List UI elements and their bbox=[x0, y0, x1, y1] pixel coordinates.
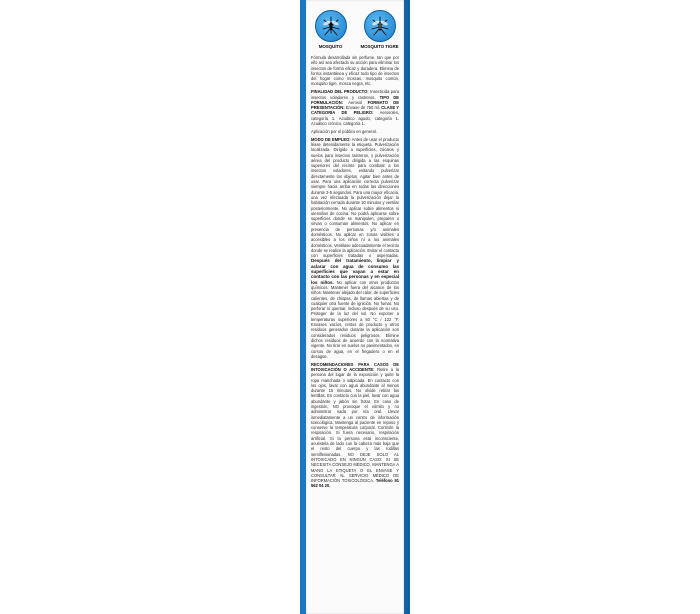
mosquito-icon bbox=[315, 10, 347, 42]
formato-text: Envase de 750 ml. bbox=[345, 105, 381, 111]
can-shadow-right bbox=[404, 0, 410, 614]
telefono-text: Teléfono 91 562 04 20. bbox=[311, 478, 400, 489]
despues-emphasis: Después del tratamiento, limpiar y aclarar con agua de consumo las superficies que vayan a estar en contacto con las personas y en especial los niños. bbox=[311, 258, 399, 285]
modo-text: Antes de usar el producto léase detenidamente la etiqueta. Pulverización localizada. Dirigido a superficies, zócalos y suelos para insectos rastreros, y pulverización aérea del producto dirigida a las esquinas superiores del recinto para combatir a los insectos voladores, evitando pulverizar directamente los objetos. Agitar bien antes de usar. Para una aplicación correcta pulverizar siempre hacia arriba en todas las direcciones durante 3-5 segundos. Para una mayor eficacia, una vez efectuada la pulverización dejar la habitación cerrada durante 10 minutos y ventilar posteriormente. No aplicar sobre alimentos ni utensilios de cocina. No podrá aplicarse sobre superficies donde se manipulen, preparen o sirvan o consuman alimentos. No aplicar en presencia de personas y/o animales domésticos. No aplicar en zonas visibles o accesibles a los niños ni a los animales domésticos. Ventilase adecuadamente el recinto donde se realice la aplicación. Evitar el contacto con superficies tratadas o aspersadas. bbox=[311, 136, 399, 259]
recomendaciones-text: Retire a la persona del lugar de la exposición y quite la ropa manchada o salpicada. En contacto con los ojos, lavar con agua abundante al menos durante 15 minutos. No olvide retirar las lentillas. En contacto con la piel, lavar con agua abundante y jabón sin frotar. En caso de ingestión, NO provoque el vómito y no administrar nada por vía oral. Llevar inmediatamente a un centro de información toxicológica. Mantenga al paciente en reposo y conserve la temperatura corporal. Controle la respiración. Si fuera necesario, respiración artificial. Si la persona está inconsciente, acuéstela de lado con la cabeza más baja que el resto del cuerpo y las rodillas semiflexionadas. NO DEJE SOLO AL INTOXICADO EN NINGÚN CASO. SI SE NECESITA CONSEJO MÉDICO, MANTENGA A MANO LA ETIQUETA O EL ENVASE Y CONSULTAR AL SERVICIO MÉDICO DE INFORMACIÓN TOXICOLÓGICA. bbox=[311, 366, 399, 484]
pest-icon-tiger-mosquito bbox=[357, 10, 403, 49]
finalidad-heading: FINALIDAD DEL PRODUCTO: bbox=[311, 89, 369, 95]
tiger-mosquito-icon bbox=[364, 10, 396, 42]
mosquito-caption: MOSQUITO bbox=[318, 44, 343, 49]
label-text bbox=[306, 49, 404, 489]
recomendaciones-heading: RECOMENDACIONES PARA CASOS DE INTOXICACIÓN O ACCIDENTE: bbox=[311, 361, 399, 372]
uso-paragraph: Aplicación por el público en general. bbox=[311, 128, 377, 134]
formato-heading: FORMATO DE PRESENTACIÓN: bbox=[311, 99, 399, 111]
modo-heading: MODO DE EMPLEO: bbox=[311, 136, 351, 142]
despues-text: No aplicar con otros productos químicos. Mantener fuera del alcance de los niños. Mantener alejado del calor, de superficies calientes, de chispas, de llamas abiertas y de cualquier otra fuente de ignición. No fumar. No perforar ni quemar, incluso después de su uso. Proteger de la luz del sol. No exponer a temperaturas superiores a 50 °C / 122 °F. Envases vacíos, restos de producto y otros residuos generados durante la aplicación son considerados residuos peligrosos. Elimine dichos residuos de acuerdo con la normativa vigente. No tirar en suelos no pavimentados, en cursos de agua, en el fregadero o en el desagüe. bbox=[311, 279, 399, 359]
finalidad-text: Insecticida para insectos voladores y rastreros. bbox=[311, 89, 399, 100]
recomendaciones-paragraph bbox=[311, 362, 399, 489]
pest-icons bbox=[306, 0, 404, 49]
product-label bbox=[306, 0, 404, 614]
tiger-mosquito-caption: MOSQUITO TIGRE bbox=[360, 44, 399, 49]
finalidad-paragraph bbox=[311, 89, 399, 126]
pest-icon-mosquito bbox=[308, 10, 354, 49]
clase-text: Aerosoles, categoría 1. Acuático agudo, categoría 1. Acuático crónico, categoría 1. bbox=[311, 110, 399, 127]
intro-paragraph: Fórmula desarrollada sin perfume, tan que por ello así sea afectado su acción para eliminar los insectos de forma eficaz y duradera. Elimina de forma instantánea y eficaz todo tipo de insectos del hogar como moscas, mosquito común, mosquito tigre, mosca negra, etc. bbox=[311, 55, 399, 87]
tipo-text: Aerosol bbox=[348, 99, 363, 105]
clase-heading: CLASE Y CATEGORÍA DE PELIGRO: bbox=[311, 105, 400, 116]
modo-paragraph bbox=[311, 137, 399, 359]
tipo-heading: TIPO DE FORMULACIÓN: bbox=[311, 94, 400, 105]
